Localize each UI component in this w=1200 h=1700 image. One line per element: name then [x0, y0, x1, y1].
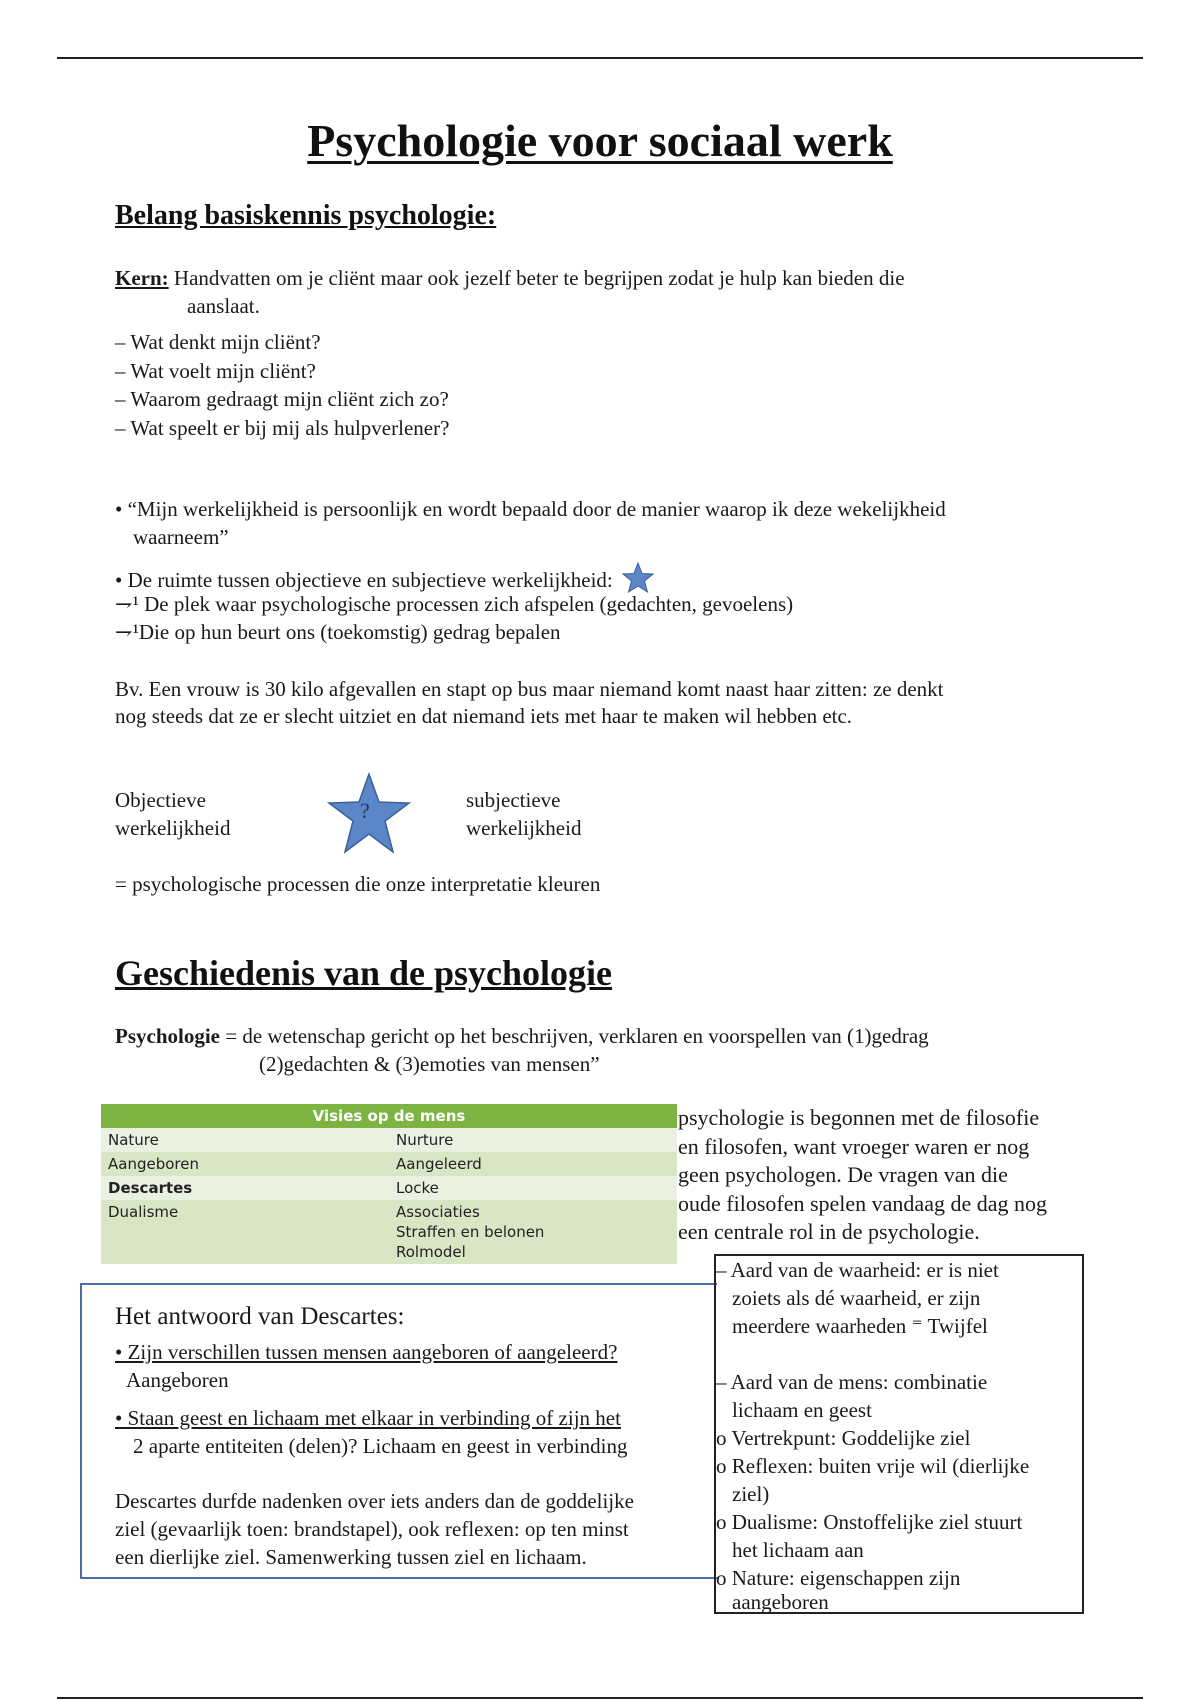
question-star: [327, 772, 411, 854]
descartes-question-1: • Zijn verschillen tussen mensen aangeboren of aangeleerd?: [115, 1340, 618, 1364]
bottom-rule: [57, 1697, 1143, 1699]
quote-line: • “Mijn werkelijkheid is persoonlijk en wordt bepaald door de manier waarop ik deze wekelijkheid: [115, 497, 946, 521]
descartes-paragraph: Descartes durfde nadenken over iets anders dan de goddelijke ziel (gevaarlijk toen: brandstapel), ook reflexen: op ten minst een dierlijke ziel. Samenwerking tussen ziel en lichaam.: [115, 1489, 634, 1569]
subjective-label: subjectieve werkelijkheid: [466, 788, 582, 840]
definition-text: = de wetenschap gericht op het beschrijven, verklaren en voorspellen van (1)gedrag: [220, 1024, 929, 1048]
kern-label: Kern:: [115, 266, 169, 290]
list-item: – Waarom gedraagt mijn cliënt zich zo?: [115, 387, 449, 411]
objective-label: Objectieve werkelijkheid: [115, 788, 231, 840]
side-paragraph: psychologie is begonnen met de filosofie en filosofen, want vroeger waren er nog geen psychologen. De vragen van die oude filosofen spelen vandaag de dag nog een centrale rol in de psychologie.: [678, 1105, 1047, 1244]
example-line: Bv. Een vrouw is 30 kilo afgevallen en stapt op bus maar niemand komt naast haar zitten: ze denkt: [115, 677, 944, 701]
definition-cont: (2)gedachten & (3)emoties van mensen”: [259, 1052, 600, 1076]
example-line-cont: nog steeds dat ze er slecht uitziet en dat niemand iets met haar te maken wil hebben etc.: [115, 704, 853, 728]
top-rule: [57, 57, 1143, 59]
table-row: Descartes Locke: [101, 1176, 677, 1200]
page-title: Psychologie voor sociaal werk: [307, 115, 893, 166]
definition-label: Psychologie: [115, 1024, 220, 1048]
table-row: Dualisme Associaties Straffen en belonen Rolmodel: [101, 1200, 677, 1264]
table-row: Aangeboren Aangeleerd: [101, 1152, 677, 1176]
section-heading-geschiedenis: Geschiedenis van de psychologie: [115, 953, 613, 993]
section-heading-basiskennis: Belang basiskennis psychologie:: [115, 200, 497, 231]
interpretation-line: = psychologische processen die onze interpretatie kleuren: [115, 872, 601, 896]
list-item: – Wat denkt mijn cliënt?: [115, 330, 321, 354]
definition: [115, 1022, 1115, 1050]
question-list: [115, 328, 449, 442]
quote-line-cont: waarneem”: [133, 525, 229, 549]
kern-text: Handvatten om je cliënt maar ook jezelf beter te begrijpen zodat je hulp kan bieden die: [168, 266, 905, 290]
summary-box: – Aard van de waarheid: er is niet zoiets als dé waarheid, er zijn meerdere waarheden ⁼ Twijfel – Aard van de mens: combinatie lichaam en geest o Vertrekpunt: Goddelijke ziel o Reflexen: buiten vrije wil (dierlijke ziel) o Dualisme: Onstoffelijke ziel stuurt het lichaam aan o Nature: eigenschappen zijn aangeboren: [714, 1254, 1084, 1614]
descartes-answer-2: 2 aparte entiteiten (delen)? Lichaam en geest in verbinding: [133, 1434, 628, 1458]
arrow-line-1: ⇁¹ De plek waar psychologische processen zich afspelen (gedachten, gevoelens): [115, 592, 794, 616]
space-bullet-text: • De ruimte tussen objectieve en subjectieve werkelijkheid:: [115, 568, 613, 592]
descartes-question-2: • Staan geest en lichaam met elkaar in verbinding of zijn het: [115, 1406, 621, 1430]
arrow-line-2: ⇁¹Die op hun beurt ons (toekomstig) gedrag bepalen: [115, 620, 561, 644]
list-item: – Wat speelt er bij mij als hulpverlener?: [115, 415, 450, 440]
descartes-answer-1: Aangeboren: [126, 1368, 229, 1392]
kern-paragraph: [115, 264, 1095, 292]
star-label: ?: [360, 798, 370, 823]
table-row: Nature Nurture: [101, 1128, 677, 1152]
visies-table: [101, 1104, 677, 1264]
descartes-heading: Het antwoord van Descartes:: [115, 1303, 405, 1330]
table-title: Visies op de mens: [101, 1104, 677, 1128]
list-item: – Wat voelt mijn cliënt?: [115, 358, 316, 383]
kern-text-cont: aanslaat.: [187, 294, 260, 318]
